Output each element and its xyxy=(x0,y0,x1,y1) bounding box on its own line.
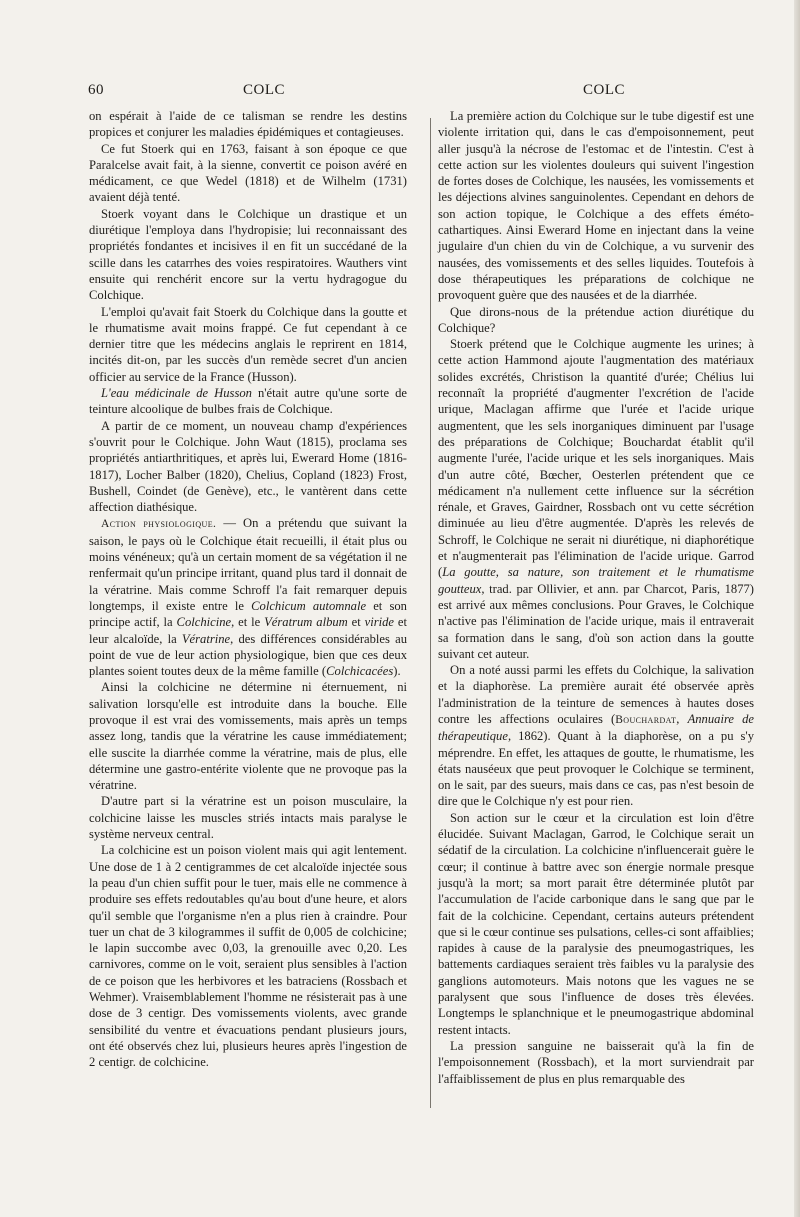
page-edge xyxy=(794,0,800,1217)
right-column xyxy=(438,108,754,1087)
paragraph: on espérait à l'aide de ce talisman se rendre les destins propices et conjurer les maladies épidémiques et contagieuses. xyxy=(89,109,407,140)
paragraph: Ainsi la colchicine ne détermine ni éternuement, ni salivation lorsqu'elle est introduite dans la bouche. Elle provoque il est vrai des vomissements, mais après un temps assez long, tandis que la vératrine les cause immédiatement; elle suscite la diarrhée comme la vératrine, mais de plus, elle détermine une gastro-entérite violente que ne provoque pas la vératrine. xyxy=(89,680,407,793)
page-number: 60 xyxy=(88,82,104,98)
running-head-right: COLC xyxy=(583,82,626,98)
paragraph: La pression sanguine ne baisserait qu'à la fin de l'empoisonnement (Rossbach), et la mort surviendrait par l'affaiblissement de plus en plus remarquable des xyxy=(438,1038,754,1086)
paragraph: La première action du Colchique sur le tube digestif est une violente irritation qui, dans le cas d'empoisonnement, peut aller jusqu'à la nécrose de l'estomac et de l'intestin. C'est à cette action sur les violentes douleurs qui suivent l'ingestion de fortes doses de Colchique, les nausées, les vomissements et les déjections alvines sanguinolentes. Cependant en dehors de son action topique, le Colchique a des effets éméto-cathartiques. Ainsi Ewerard Home en injectant dans la veine jugulaire d'un chien du vin de Colchique, a vu survenir des nausées, des vomissements et des selles liquides. Toutefois à dose thérapeutiques les préparations de colchique ne provoquent guère que des nausées et de la diarrhée. xyxy=(438,109,754,303)
left-column xyxy=(89,108,407,1071)
paragraph: D'autre part si la vératrine est un poison musculaire, la colchicine laisse les muscles striés intacts mais paralyse le système nerveux central. xyxy=(89,794,407,842)
paragraph: Stoerk voyant dans le Colchique un drastique et un diurétique l'employa dans l'hydropisie; lui reconnaissant des propriétés fondantes et incisives il en fit un succédané de la scille dans les catarrhes des voies respiratoires. Wauthers vint ensuite qui renchérit encore sur la vertu hydragogue du Colchique. xyxy=(89,206,407,303)
running-head-left: COLC xyxy=(243,82,286,98)
paragraph: L'emploi qu'avait fait Stoerk du Colchique dans la goutte et le rhumatisme avait moins frappé. Ce fut cependant à ce dernier titre que les médecins anglais le reprirent en 1814, incités dit-on, par les succès d'un remède secret d'un ancien officier au service de la France (Husson). xyxy=(89,304,407,384)
paragraph: Stoerk prétend que le Colchique augmente les urines; à cette action Hammond ajoute l'augmentation des matériaux solides excrétés, Christison la quantité d'urée; Chélius lui reconnaît la propriété d'augmenter l'excrétion de l'acide urique, Maclagan affirme que l'urée et l'acide urique augmentent, que les sels inorganiques diminuent par l'usage des préparations de Colchique; Bouchardat établit qu'il augmente l'urée, l'acide urique et les sels inorganiques. Mais d'un autre côté, Bœcher, Oesterlen prétendent que ce médicament n'a nullement cette influence sur la sécrétion rénale, et Graves, Gairdner, Rossbach ont vu cette sécrétion diminuée au lieu d'être augmentée. D'après les relevés de Schroff, le Colchique ne serait ni diurétique, ni diaphorétique et n'augmenterait pas l'élimination de l'acide urique. Garrod (La goutte, sa nature, son traitement et le rhumatisme goutteux, trad. par Ollivier, et ann. par Charcot, Paris, 1877) est arrivé aux mêmes conclusions. Pour Graves, le Colchique n'active pas l'élimination de l'acide urique, mais il entraverait sa formation dans le sang, d'où son action dans la goutte suivant cet auteur. xyxy=(438,337,754,661)
paragraph: Que dirons-nous de la prétendue action diurétique du Colchique? xyxy=(438,304,754,335)
column-divider xyxy=(430,118,431,1108)
paragraph: La colchicine est un poison violent mais qui agit lentement. Une dose de 1 à 2 centigrammes de cet alcaloïde injectée sous la peau d'un chien suffit pour le tuer, mais elle ne commence à produire ses effets redoutables qu'au bout d'une heure, et alors qu'il semble que l'organisme n'en a plus rien à craindre. Pour tuer un chat de 3 kilogrammes il suffit de 0,005 de colchicine; le lapin succombe avec 0,03, la grenouille avec 0,20. Les carnivores, comme on le voit, seraient plus sensibles à l'action de ce poison que les herbivores et les batraciens (Rossbach et Wehmer). Vraisemblablement l'homme ne résisterait pas à une dose de 3 centigr. Des vomissements violents, avec grande sensibilité du ventre et évacuations pendant plusieurs jours, ont été observés chez lui, plusieurs heures après l'ingestion de 2 centigr. de colchicine. xyxy=(89,843,407,1070)
paragraph: On a noté aussi parmi les effets du Colchique, la salivation et la diaphorèse. La première aurait été observée après l'administration de la teinture de semences à hautes doses contre les affections oculaires (Bouchardat, Annuaire de thérapeutique, 1862). Quant à la diaphorèse, on a pu s'y méprendre. En effet, les attaques de goutte, le rhumatisme, les états nauséeux que peut provoquer le Colchique se terminent, on le sait, par des sueurs, mais dans ce cas, pas n'est besoin de dire que le Colchique n'y est pour rien. xyxy=(438,663,755,809)
italic-title: La goutte, sa nature, son traitement et le rhumatisme goutteux xyxy=(438,565,754,596)
paragraph: Ce fut Stoerk qui en 1763, faisant à son époque ce que Paralcelse avait fait, à la sienne, convertit ce poison avéré en médicament, ce que Wedel (1818) et de Wilhelm (1731) avaient déjà tenté. xyxy=(89,141,407,205)
section-paragraph: Action physiologique. — On a prétendu que suivant la saison, le pays où le Colchique était recueilli, il était plus ou moins vénéneux; qu'à un certain moment de sa végétation il ne renfermait qu'un principe irritant, quand plus tard il donnait de la vératrine. Mais comme Schroff l'a fait remarquer depuis longtemps, il existe entre le Colchicum automnale et son principe actif, la Colchicine, et le Vératrum album et viride et leur alcaloïde, la Vératrine, des différences considérables au point de vue de leur action physiologique, bien que ces deux plantes soient toutes deux de la même famille (Colchicacées). xyxy=(89,516,408,679)
section-heading: Action physiologique. xyxy=(101,518,217,531)
paragraph: L'eau médicinale de Husson n'était autre qu'une sorte de teinture alcoolique de bulbes frais de Colchique. xyxy=(89,386,407,417)
italic-title: L'eau médicinale de Husson xyxy=(101,386,252,401)
paragraph: Son action sur le cœur et la circulation est loin d'être élucidée. Suivant Maclagan, Garrod, le Colchique serait un sédatif de la circulation. La colchicine n'influencerait guère le cœur; il continue à battre avec son énergie normale presque jusqu'à la mort; sa mort parait être déterminée plutôt par l'accumulation de l'acide carbonique dans le sang que par le fait de la colchicine. Cependant, certains auteurs prétendent que si le cœur continue ses pulsations, celles-ci sont affaiblies; rapides à cause de la paralysie des pneumogastriques, les battements cardiaques seraient très faibles vu la paralysie des ganglions automoteurs. Mais notons que les vagues ne se paralysent que sous l'influence de doses très élevées. Longtemps le splanchnique et le pneumogastrique abdominal restent intacts. xyxy=(438,810,754,1037)
paragraph: A partir de ce moment, un nouveau champ d'expériences s'ouvrit pour le Colchique. John Waut (1815), proclama ses propriétés antiarthritiques, et après lui, Ewerard Home (1816-1817), Locher Balber (1820), Chelius, Copland (1823) Frost, Bushell, Coindet (de Genève), etc., le vantèrent dans cette affection diathésique. xyxy=(89,418,407,515)
